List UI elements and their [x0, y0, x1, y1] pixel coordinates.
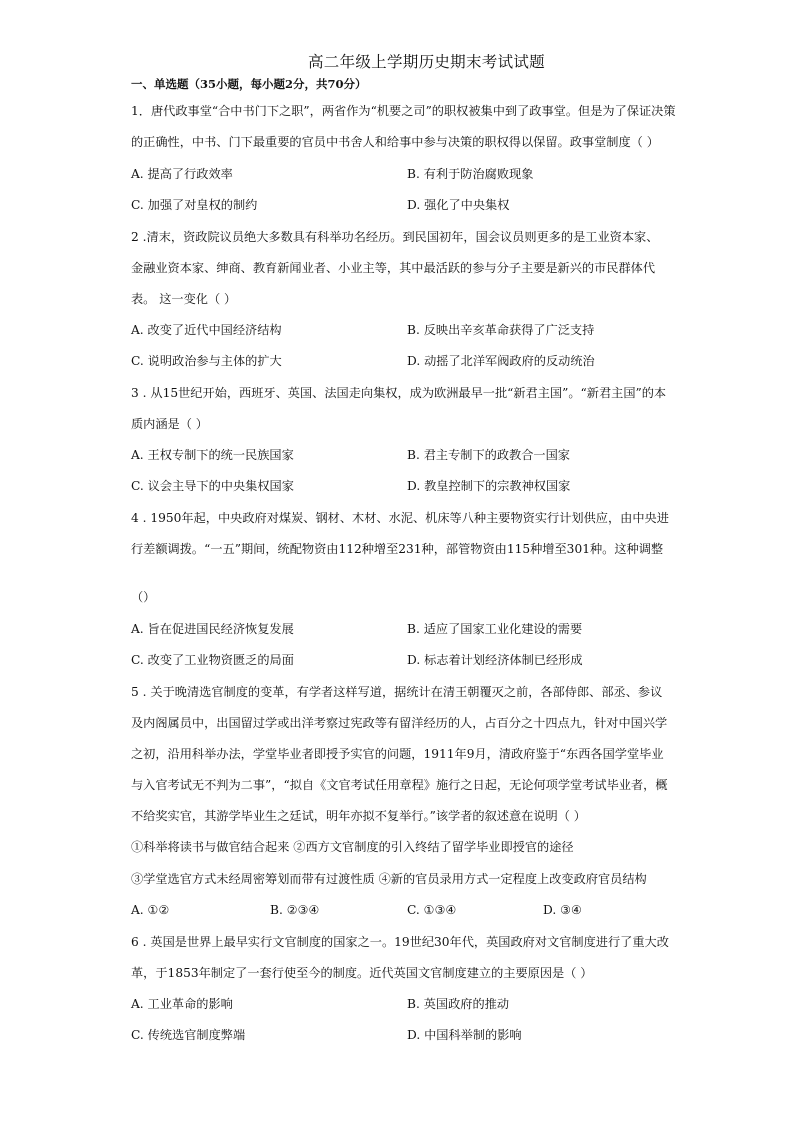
- question-3-option-a: A. 王权专制下的统一民族国家: [131, 448, 294, 462]
- question-2-line-3: 表。 这一变化（ ）: [131, 292, 237, 306]
- question-3-line-1: 3 . 从15世纪开始，西班牙、英国、法国走向集权，成为欧洲最早一批“新君主国”。“新君主国”的本: [131, 386, 667, 400]
- question-5-statements-2: ③学堂选官方式未经周密筹划而带有过渡性质 ④新的官员录用方式一定程度上改变政府官员结构: [131, 872, 647, 886]
- section-header: 一、单选题（35小题，每小题2分，共70分）: [131, 77, 367, 91]
- question-5-option-d: D. ③④: [543, 903, 582, 917]
- question-1-option-a: A. 提高了行政效率: [131, 167, 233, 181]
- question-5-option-b: B. ②③④: [270, 903, 320, 917]
- question-1-option-d: D. 强化了中央集权: [407, 198, 510, 212]
- question-4-option-a: A. 旨在促进国民经济恢复发展: [131, 622, 294, 636]
- question-1-option-c: C. 加强了对皇权的制约: [131, 198, 258, 212]
- question-1-line-1: 1．唐代政事堂“合中书门下之职”，两省作为“机要之司”的职权被集中到了政事堂。但是为了保证决策: [131, 104, 676, 118]
- page-title: 高二年级上学期历史期末考试试题: [307, 53, 545, 71]
- question-6-line-1: 6 . 英国是世界上最早实行文官制度的国家之一。19世纪30年代，英国政府对文官制度进行了重大改: [131, 935, 669, 949]
- question-2-option-b: B. 反映出辛亥革命获得了广泛支持: [407, 323, 595, 337]
- question-6-option-a: A. 工业革命的影响: [131, 997, 233, 1011]
- question-5-line-4: 与入官考试无不判为二事”，“拟自《文官考试任用章程》施行之日起，无论何项学堂考试毕业者，概: [131, 778, 668, 792]
- question-4-option-b: B. 适应了国家工业化建设的需要: [407, 622, 583, 636]
- question-3-option-d: D. 教皇控制下的宗教神权国家: [407, 479, 571, 493]
- question-4-line-2: 行差额调拨。“一五”期间，统配物资由112种增至231种，部管物资由115种增至301种。这种调整: [131, 542, 664, 556]
- question-6-line-2: 革，于1853年制定了一套行使至今的制度。近代英国文官制度建立的主要原因是（ ）: [131, 966, 593, 980]
- question-1-option-b: B. 有利于防治腐败现象: [407, 167, 534, 181]
- question-2-option-d: D. 动摇了北洋军阀政府的反动统治: [407, 354, 595, 368]
- question-5-line-5: 不给奖实官，其游学毕业生之廷试，明年亦拟不复举行。”该学者的叙述意在说明（ ）: [131, 809, 586, 823]
- question-3-line-2: 质内涵是（ ）: [131, 417, 208, 431]
- question-5-option-a: A. ①②: [131, 903, 170, 917]
- question-5-line-3: 之初，沿用科举办法，学堂毕业者即授予实官的问题，1911年9月，清政府鉴于“东西各国学堂毕业: [131, 747, 664, 761]
- question-4-option-c: C. 改变了工业物资匮乏的局面: [131, 653, 294, 667]
- question-4-option-d: D. 标志着计划经济体制已经形成: [407, 653, 583, 667]
- question-6-option-b: B. 英国政府的推动: [407, 997, 510, 1011]
- question-5-statements-1: ①科举将读书与做官结合起来 ②西方文官制度的引入终结了留学毕业即授官的途径: [131, 840, 574, 854]
- question-1-line-2: 的正确性，中书、门下最重要的官员中书舍人和给事中参与决策的职权得以保留。政事堂制度（ ）: [131, 135, 659, 149]
- question-3-option-b: B. 君主专制下的政教合一国家: [407, 448, 570, 462]
- question-2-line-2: 金融业资本家、绅商、教育新闻业者、小业主等，其中最活跃的参与分子主要是新兴的市民群体代: [131, 261, 656, 275]
- question-5-option-c: C. ①③④: [407, 903, 457, 917]
- question-4-line-3: （）: [131, 590, 156, 604]
- question-2-line-1: 2 .清末，资政院议员绝大多数具有科举功名经历。到民国初年，国会议员则更多的是工业资本家、: [131, 230, 659, 244]
- question-6-option-d: D. 中国科举制的影响: [407, 1028, 522, 1042]
- question-5-line-2: 及内阁属员中，出国留过学或出洋考察过宪政等有留洋经历的人，占百分之十四点九，针对中国兴学: [131, 716, 668, 730]
- question-3-option-c: C. 议会主导下的中央集权国家: [131, 479, 294, 493]
- question-6-option-c: C. 传统选官制度弊端: [131, 1028, 246, 1042]
- question-5-line-1: 5 . 关于晚清选官制度的变革，有学者这样写道，据统计在清王朝覆灭之前，各部侍郎、部丞、参议: [131, 685, 663, 699]
- question-2-option-a: A. 改变了近代中国经济结构: [131, 323, 282, 337]
- question-4-line-1: 4 . 1950年起，中央政府对煤炭、钢材、木材、水泥、机床等八种主要物资实行计划供应，由中央进: [131, 511, 669, 525]
- question-2-option-c: C. 说明政治参与主体的扩大: [131, 354, 282, 368]
